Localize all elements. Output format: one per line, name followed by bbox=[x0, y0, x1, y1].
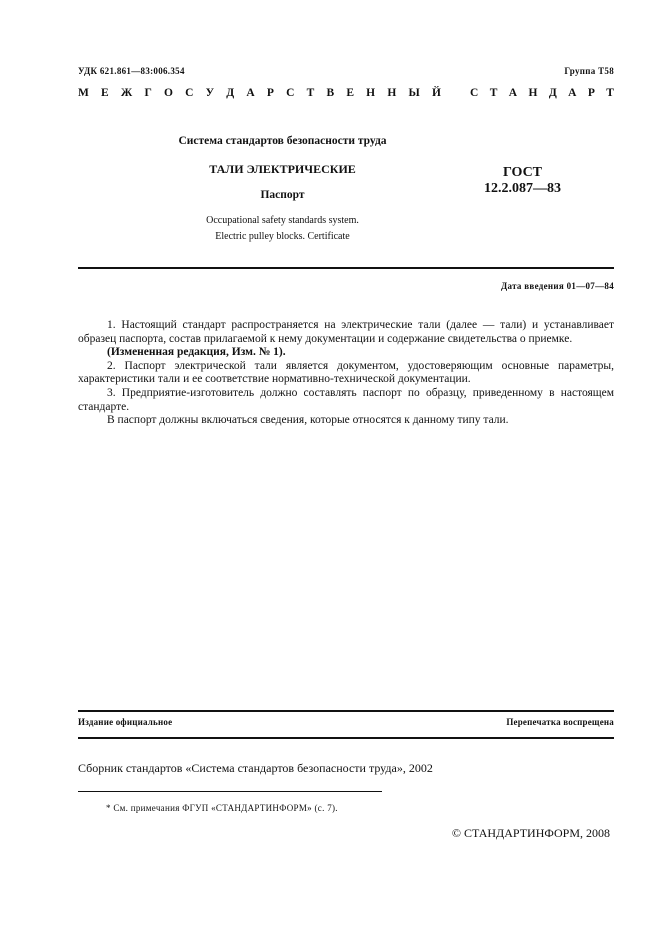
banner-interstate-letter: Н bbox=[387, 87, 397, 99]
clause-1: 1. Настоящий стандарт распространяется на электрические тали (далее — тали) и устанавливает образец паспорта, состав прилагаемой к нему документации и содержание свидетельства о приемке. bbox=[78, 319, 614, 345]
official-edition-label: Издание официальное bbox=[78, 717, 173, 727]
banner-standard-letter: Т bbox=[606, 87, 614, 99]
banner-interstate-letter: Т bbox=[306, 87, 315, 99]
collection-citation: Сборник стандартов «Система стандартов безопасности труда», 2002 bbox=[78, 761, 433, 775]
banner-interstate-letter: Е bbox=[346, 87, 354, 99]
clause-3-continuation: В паспорт должны включаться сведения, которые относятся к данному типу тали. bbox=[107, 414, 509, 427]
banner-interstate-letter: Г bbox=[144, 87, 152, 99]
banner-interstate bbox=[78, 87, 441, 99]
clause-1-amendment-note: (Измененная редакция, Изм. № 1). bbox=[107, 346, 286, 359]
banner-interstate-letter: У bbox=[205, 87, 215, 99]
banner-interstate-letter: С bbox=[286, 87, 295, 99]
standard-banner bbox=[78, 87, 614, 99]
introduction-date: Дата введения 01—07—84 bbox=[501, 281, 614, 291]
udk-code: УДК 621.861—83:006.354 bbox=[78, 66, 185, 76]
document-subtitle: Паспорт bbox=[260, 189, 305, 201]
banner-standard-letter: Н bbox=[528, 87, 538, 99]
english-title-line-2: Electric pulley blocks. Certificate bbox=[215, 231, 350, 242]
banner-interstate-letter: Е bbox=[101, 87, 109, 99]
banner-standard-letter: Д bbox=[548, 87, 557, 99]
banner-standard-letter: Р bbox=[587, 87, 595, 99]
banner-interstate-letter: Ж bbox=[120, 87, 133, 99]
banner-interstate-letter: Д bbox=[226, 87, 235, 99]
footer-divider-2 bbox=[78, 737, 614, 739]
gost-label: ГОСТ bbox=[502, 165, 543, 180]
banner-interstate-letter: Ы bbox=[408, 87, 420, 99]
title-divider bbox=[78, 267, 614, 269]
banner-interstate-letter: О bbox=[163, 87, 173, 99]
footnote: * См. примечания ФГУП «СТАНДАРТИНФОРМ» (с. 7). bbox=[106, 803, 338, 813]
clause-2: 2. Паспорт электрической тали является документом, удостоверяющим основные параметры, характеристики тали и ее соответствие нормативно-технической документации. bbox=[78, 359, 614, 386]
banner-interstate-letter: А bbox=[246, 87, 255, 99]
banner-interstate-letter: С bbox=[185, 87, 194, 99]
banner-interstate-letter: Й bbox=[431, 87, 441, 99]
banner-standard-letter: Т bbox=[489, 87, 498, 99]
footnote-divider bbox=[78, 791, 382, 792]
banner-standard bbox=[470, 87, 614, 99]
banner-interstate-letter: Н bbox=[366, 87, 376, 99]
document-body bbox=[78, 319, 614, 428]
banner-interstate-letter: В bbox=[326, 87, 335, 99]
banner-standard-letter: А bbox=[568, 87, 577, 99]
system-title: Система стандартов безопасности труда bbox=[178, 135, 387, 147]
clause-3: 3. Предприятие-изготовитель должно составлять паспорт по образцу, приведенному в настоящем стандарте. bbox=[78, 386, 614, 413]
reprint-prohibited-label: Перепечатка воспрещена bbox=[506, 717, 614, 727]
banner-interstate-letter: М bbox=[78, 87, 89, 99]
copyright: © СТАНДАРТИНФОРМ, 2008 bbox=[451, 826, 610, 840]
banner-standard-letter: С bbox=[470, 87, 479, 99]
footer-divider bbox=[78, 710, 614, 712]
english-title-line-1: Occupational safety standards system. bbox=[206, 215, 359, 226]
gost-number: 12.2.087—83 bbox=[484, 181, 561, 196]
document-title: ТАЛИ ЭЛЕКТРИЧЕСКИЕ bbox=[209, 162, 356, 176]
group-code: Группа Т58 bbox=[564, 66, 614, 76]
banner-standard-letter: А bbox=[508, 87, 518, 99]
banner-interstate-letter: Р bbox=[266, 87, 274, 99]
